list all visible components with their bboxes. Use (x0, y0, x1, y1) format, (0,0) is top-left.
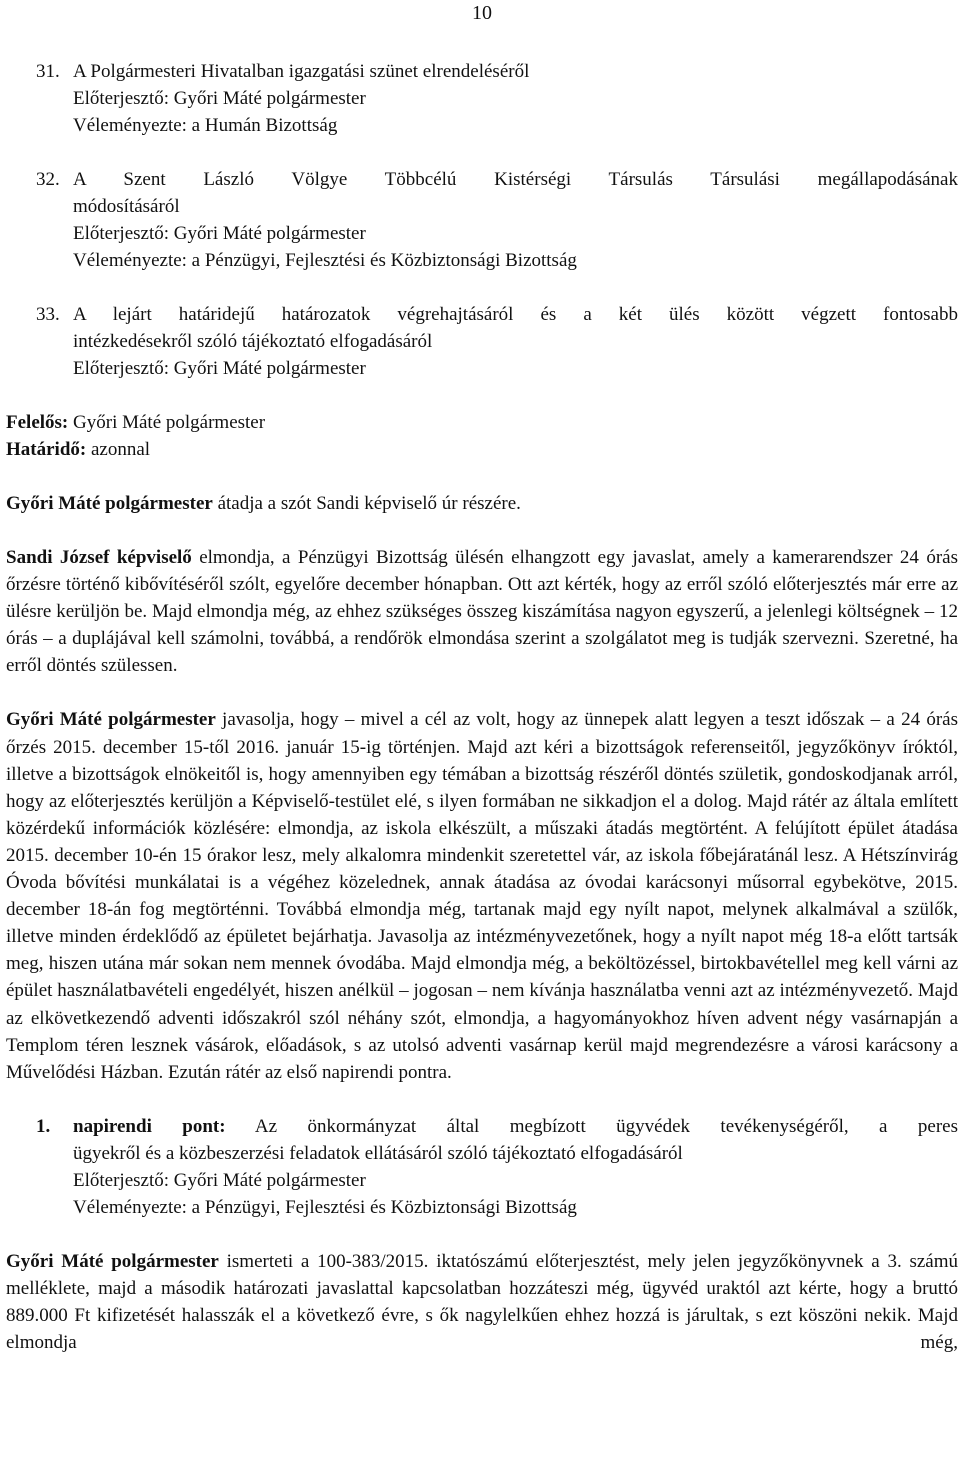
agenda-title: A Szent László Völgye Többcélú Kistérségi Társulás Társulási megállapodásának (73, 169, 958, 190)
first-agenda-item (36, 1113, 958, 1221)
document-body (6, 58, 958, 1356)
agenda-number: 32. (36, 169, 60, 190)
deadline-line (6, 436, 958, 463)
agenda-number: 31. (36, 61, 60, 82)
agenda-title-continued: intézkedésekről szóló tájékoztató elfogadásáról (73, 331, 433, 352)
paragraph-text: javasolja, hogy – mivel a cél az volt, hogy az ünnepek alatt legyen a teszt időszak – a 24 órás őrzés 2015. december 15-től 2016. január 15-ig történjen. Majd azt kéri a bizottságok referenseitől, jegyzőkönyv íróktól, illetve a bizottságok elnökeitől is, hogy amennyiben egy témában a bizottság részéről döntés születik, gondoskodjanak arról, hogy az előterjesztés kerüljön a Képviselő-testület elé, s ilyen formában ne sikkadjon el a dolog. Majd rátér az általa említett közérdekű információk közlésére: elmondja, az iskola elkészült, a műszaki átadás megtörtént. A felújított épület átadása 2015. december 10-én 15 órakor lesz, mely alkalomra mindenkit szeretettel vár, az iskola főbejáratánál lesz. A Hétszínvirág Óvoda bővítési munkálatai is a végéhez közelednek, annak átadása az óvodai karácsonyi műsorral egybekötve, 2015. december 18-án fog megtörténni. Továbbá elmondja még, tartanak majd egy nyílt napot, melynek alkalmával a szülők, illetve minden érdeklődő az épületet bejárhatja. Javasolja az intézményvezetőnek, hogy a nyílt napot még 18-a előtt tartsák meg, hiszen utána már sokan nem mennek óvodába. Majd elmondja még, a beköltözéssel, birtokbavétellel meg kell várni az épület használatbavételi engedélyét, hiszen anélkül – jogosan – nem kívánja használatba venni azt az intézményvezető. Majd az elkövetkezendő adventi időszakról szól néhány szót, elmondja, a hagyományokhoz híven advent négy vasárnapján a Templom téren lesznek vásárok, előadások, s az utolsó adventi vasárnap kerül majd megrendezésre a városi karácsony a Művelődési Házban. Ezután rátér az első napirendi pontra. (6, 709, 959, 1083)
paragraph-text: elmondja, a Pénzügyi Bizottság ülésén elhangzott egy javaslat, amely a kamerarendszer 24 órás őrzésre történő kibővítéséről szólt, egyelőre december hónapban. Ott azt kérték, hogy az erről szóló előterjesztés már erre az ülésre kerüljön be. Majd elmondja még, az ehhez szükséges összeg kiszámítása nagyon egyszerű, a jelenlegi költségnek – 12 órás – a duplájával kell számolni, továbbá, a rendőrök elmondása szerint a szolgálatot meg is tudják szervezni. Szeretné, ha erről döntés szülessen. (6, 547, 958, 677)
speaker-name: Győri Máté polgármester (6, 1250, 219, 1272)
speaker-name: Győri Máté polgármester (6, 493, 213, 514)
agenda-title-continued: ügyekről és a közbeszerzési feladatok ellátásáról szóló tájékoztató elfogadásáról (73, 1142, 683, 1164)
agenda-heading (73, 1113, 958, 1140)
sandi-paragraph (6, 544, 958, 679)
agenda-presenter: Előterjesztő: Győri Máté polgármester (73, 88, 366, 109)
deadline-label: Határidő: (6, 439, 87, 460)
handover-text: átadja a szót Sandi képviselő úr részére. (212, 493, 521, 514)
deadline-value: azonnal (86, 439, 151, 460)
agenda-presenter: Előterjesztő: Győri Máté polgármester (73, 223, 366, 244)
agenda-presenter: Előterjesztő: Győri Máté polgármester (73, 358, 366, 379)
agenda-label: napirendi pont: (73, 1115, 226, 1137)
handover-line (6, 490, 958, 517)
agenda-reviewer: Véleményezte: a Pénzügyi, Fejlesztési és Közbiztonsági Bizottság (73, 1196, 577, 1218)
page-number: 10 (472, 2, 492, 24)
agenda-title: A lejárt határidejű határozatok végrehajtásáról és a két ülés között végzett fontosabb (73, 304, 958, 325)
agenda-item-32 (36, 166, 958, 274)
agenda-title: Az önkormányzat által megbízott ügyvédek tevékenységéről, a peres (225, 1115, 958, 1137)
agenda-item-31 (36, 58, 958, 139)
agenda-title-continued: módosításáról (73, 196, 180, 217)
speaker-name: Győri Máté polgármester (6, 709, 216, 731)
agenda-title: A Polgármesteri Hivatalban igazgatási szünet elrendeléséről (73, 61, 530, 82)
agenda-number: 1. (36, 1115, 51, 1137)
mayor-paragraph (6, 706, 958, 1085)
agenda-item-33 (36, 301, 958, 382)
speaker-name: Sandi József képviselő (6, 547, 192, 568)
agenda-reviewer: Véleményezte: a Humán Bizottság (73, 115, 338, 136)
responsible-value: Győri Máté polgármester (68, 412, 266, 433)
closing-paragraph (6, 1248, 958, 1356)
agenda-reviewer: Véleményezte: a Pénzügyi, Fejlesztési és Közbiztonsági Bizottság (73, 250, 577, 271)
paragraph-text: ismerteti a 100-383/2015. iktatószámú előterjesztést, mely jelen jegyzőkönyvnek a 3. számú melléklete, majd a második határozati javaslattal kapcsolatban hozzáteszi még, ügyvéd uraktól azt kérte, hogy a bruttó 889.000 Ft kifizetését halasszák el a következő évre, s ők nagylelkűen ehhez hozzá is járultak, s ezt köszöni nekik. Majd elmondja még, (6, 1250, 959, 1354)
responsible-label: Felelős: (6, 412, 69, 433)
responsible-line (6, 409, 958, 436)
agenda-presenter: Előterjesztő: Győri Máté polgármester (73, 1169, 366, 1191)
agenda-number: 33. (36, 304, 60, 325)
